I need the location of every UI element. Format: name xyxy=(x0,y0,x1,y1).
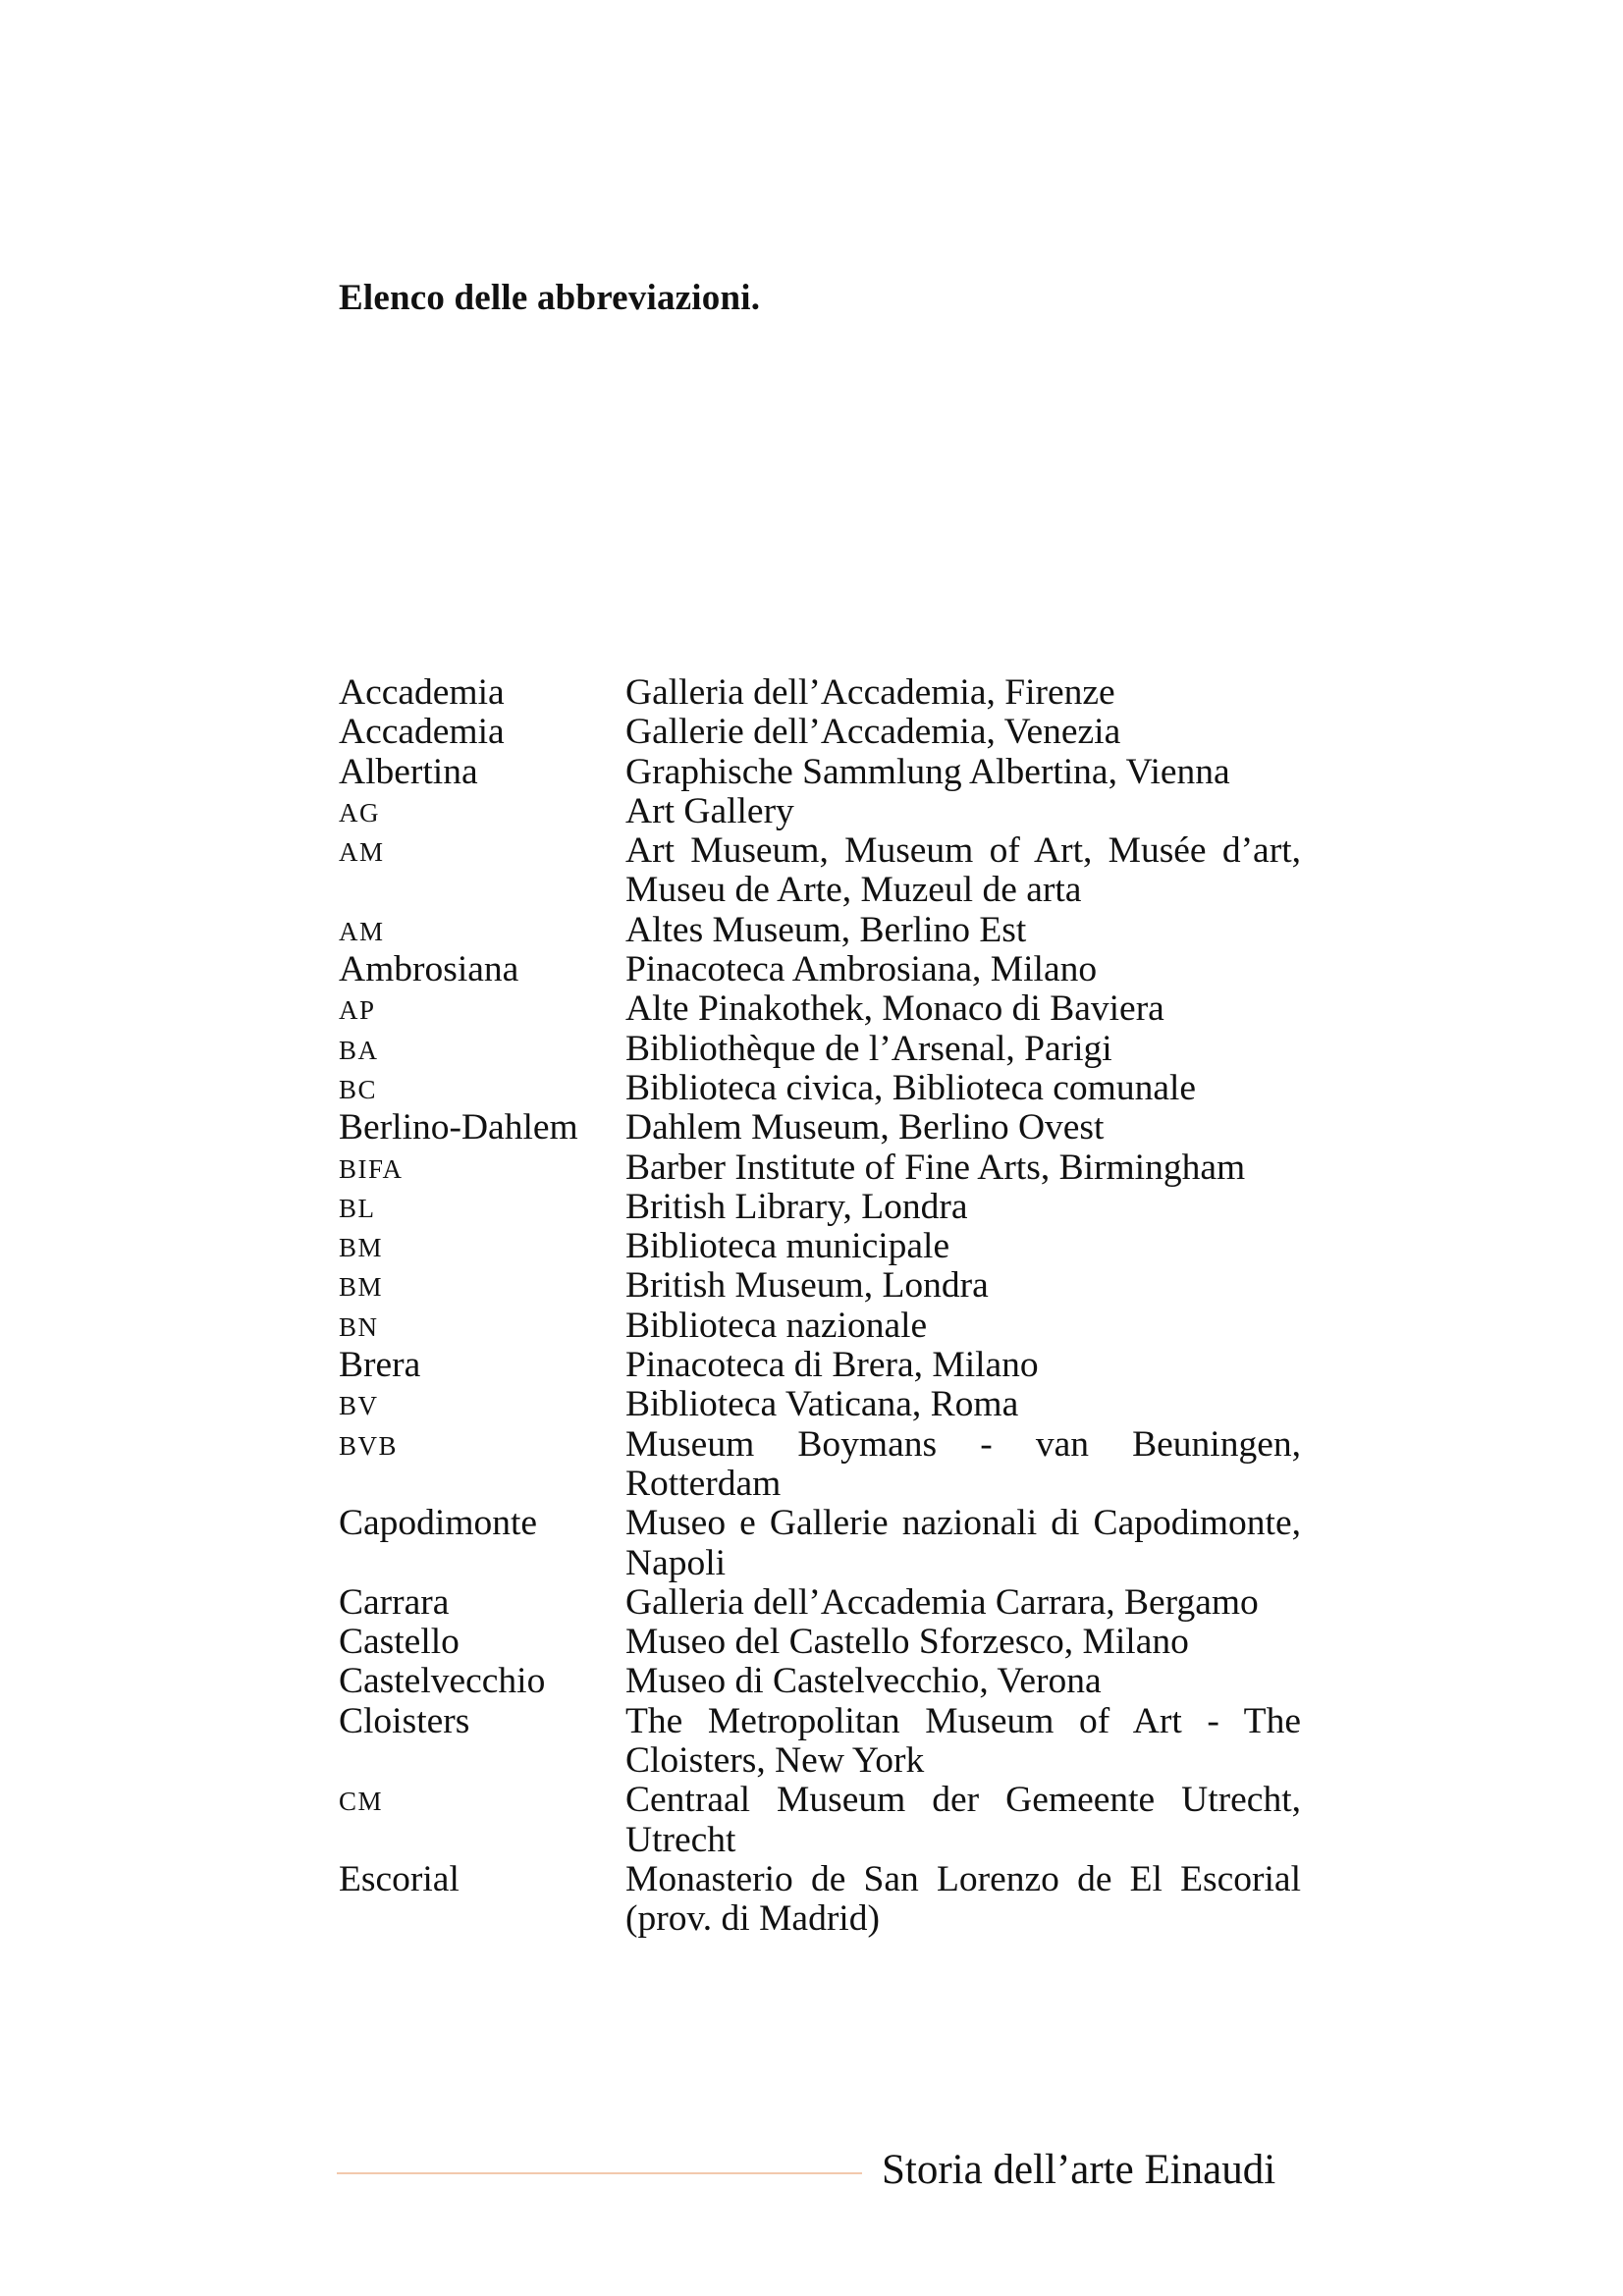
abbreviation-meaning: Galleria dell’Accademia, Firenze xyxy=(625,672,1115,713)
abbreviation-term: CM xyxy=(339,1787,384,1817)
abbreviation-meaning: Barber Institute of Fine Arts, Birmingham xyxy=(625,1147,1246,1188)
abbreviation-meaning: Graphische Sammlung Albertina, Vienna xyxy=(625,751,1230,792)
abbreviation-term: BA xyxy=(339,1035,379,1065)
abbreviation-term: Cloisters xyxy=(339,1700,470,1741)
abbreviation-term: AG xyxy=(339,797,380,828)
abbreviation-term: Accademia xyxy=(339,712,505,753)
abbreviation-meaning: Biblioteca nazionale xyxy=(625,1305,928,1346)
abbreviation-row xyxy=(339,1623,1311,1662)
abbreviation-meaning: The Metropolitan Museum of Art - The Cloisters, New York xyxy=(625,1700,1301,1782)
footer-divider xyxy=(337,2172,862,2174)
abbreviation-meaning: Biblioteca civica, Biblioteca comunale xyxy=(625,1067,1197,1108)
page-title: Elenco delle abbreviazioni. xyxy=(339,278,761,318)
abbreviation-term: Berlino-Dahlem xyxy=(339,1107,578,1148)
abbreviation-row xyxy=(339,1781,1311,1860)
abbreviation-term: BM xyxy=(339,1233,384,1263)
abbreviation-meaning: Gallerie dell’Accademia, Venezia xyxy=(625,712,1121,753)
abbreviation-meaning: Art Museum, Museum of Art, Musée d’art, Museu de Arte, Muzeul de arta xyxy=(625,830,1301,911)
abbreviation-row xyxy=(339,1227,1311,1266)
abbreviation-meaning: Museo del Castello Sforzesco, Milano xyxy=(625,1622,1189,1663)
abbreviation-term: AP xyxy=(339,995,376,1026)
abbreviation-term: AM xyxy=(339,837,385,868)
abbreviation-row xyxy=(339,1583,1311,1623)
abbreviation-term: Capodimonte xyxy=(339,1503,538,1544)
abbreviation-term: Castelvecchio xyxy=(339,1661,546,1702)
abbreviation-row xyxy=(339,1860,1311,1940)
abbreviation-meaning: Centraal Museum der Gemeente Utrecht, Utrecht xyxy=(625,1780,1301,1860)
abbreviation-row xyxy=(339,1385,1311,1424)
abbreviation-row xyxy=(339,1188,1311,1227)
abbreviation-meaning: Art Gallery xyxy=(625,790,794,831)
abbreviation-row xyxy=(339,1030,1311,1069)
abbreviation-row xyxy=(339,1307,1311,1346)
abbreviation-term: BM xyxy=(339,1272,384,1303)
abbreviation-row xyxy=(339,1069,1311,1108)
abbreviation-meaning: Biblioteca Vaticana, Roma xyxy=(625,1384,1019,1425)
footer-publisher: Storia dell’arte Einaudi xyxy=(882,2147,1276,2193)
abbreviation-row xyxy=(339,989,1311,1029)
abbreviation-row xyxy=(339,1266,1311,1306)
abbreviation-row xyxy=(339,831,1311,911)
abbreviation-meaning: Altes Museum, Berlino Est xyxy=(625,909,1027,950)
abbreviation-row xyxy=(339,1425,1311,1505)
abbreviation-term: Castello xyxy=(339,1622,460,1663)
abbreviation-term: Ambrosiana xyxy=(339,949,519,990)
abbreviation-meaning: Alte Pinakothek, Monaco di Baviera xyxy=(625,988,1164,1030)
abbreviation-term: BL xyxy=(339,1193,376,1223)
abbreviation-row xyxy=(339,1504,1311,1583)
abbreviation-row xyxy=(339,713,1311,752)
abbreviation-meaning: Museo e Gallerie nazionali di Capodimonte, Napoli xyxy=(625,1503,1301,1583)
abbreviation-row xyxy=(339,911,1311,950)
abbreviation-row xyxy=(339,1346,1311,1385)
abbreviation-meaning: Museum Boymans - van Beuningen, Rotterdam xyxy=(625,1423,1301,1504)
abbreviation-row xyxy=(339,1662,1311,1701)
abbreviation-row xyxy=(339,1702,1311,1782)
abbreviation-term: AM xyxy=(339,916,385,946)
abbreviation-row xyxy=(339,1108,1311,1148)
abbreviation-meaning: Galleria dell’Accademia Carrara, Bergamo xyxy=(625,1581,1259,1623)
abbreviation-term: BN xyxy=(339,1311,379,1342)
abbreviation-meaning: Museo di Castelvecchio, Verona xyxy=(625,1661,1102,1702)
abbreviation-list xyxy=(339,673,1311,1940)
abbreviation-term: BVB xyxy=(339,1430,399,1461)
abbreviation-term: BV xyxy=(339,1391,379,1421)
abbreviation-meaning: Pinacoteca di Brera, Milano xyxy=(625,1345,1039,1386)
abbreviation-row xyxy=(339,753,1311,792)
abbreviation-row xyxy=(339,1148,1311,1188)
abbreviation-term: Carrara xyxy=(339,1581,450,1623)
abbreviation-term: Accademia xyxy=(339,672,505,713)
abbreviation-meaning: Bibliothèque de l’Arsenal, Parigi xyxy=(625,1028,1112,1069)
abbreviation-meaning: Biblioteca municipale xyxy=(625,1226,950,1267)
abbreviation-meaning: British Museum, Londra xyxy=(625,1265,989,1307)
abbreviation-term: Escorial xyxy=(339,1858,460,1899)
abbreviation-term: Albertina xyxy=(339,751,478,792)
abbreviation-meaning: Monasterio de San Lorenzo de El Escorial (prov. di Madrid) xyxy=(625,1858,1301,1940)
abbreviation-meaning: British Library, Londra xyxy=(625,1186,968,1227)
abbreviation-term: BC xyxy=(339,1074,378,1104)
abbreviation-term: BIFA xyxy=(339,1153,404,1184)
abbreviation-row xyxy=(339,673,1311,713)
abbreviation-term: Brera xyxy=(339,1345,421,1386)
abbreviation-row xyxy=(339,950,1311,989)
abbreviation-meaning: Dahlem Museum, Berlino Ovest xyxy=(625,1107,1105,1148)
abbreviation-meaning: Pinacoteca Ambrosiana, Milano xyxy=(625,949,1098,990)
abbreviation-row xyxy=(339,792,1311,831)
